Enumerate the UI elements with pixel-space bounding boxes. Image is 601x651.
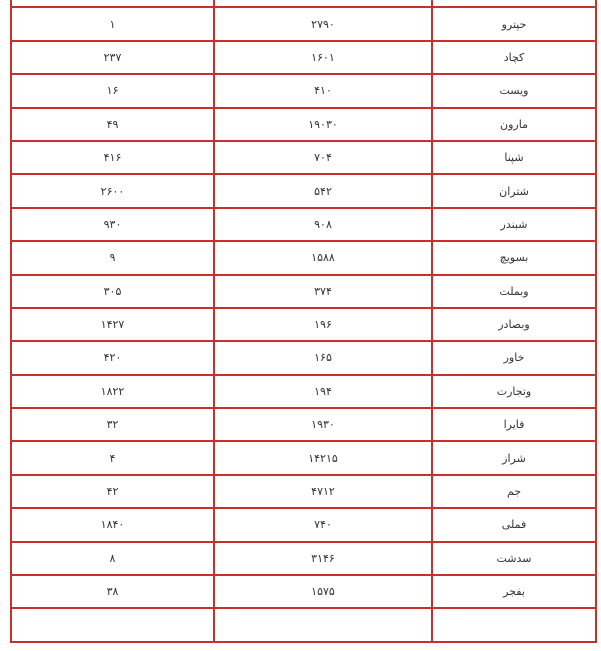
cell-col1: ۲۶۰۰: [11, 174, 214, 207]
cell-name: شتران: [432, 174, 596, 207]
cell-col2: ۱۵۷۵: [214, 575, 432, 608]
cell-col2: ۱۹۳۰: [214, 408, 432, 441]
table-row: [11, 575, 596, 608]
table-row: [11, 275, 596, 308]
cell-col1: [11, 0, 214, 7]
cell-col1: ۱۸۴۰: [11, 508, 214, 541]
cell-col2: ۳۱۴۶: [214, 542, 432, 575]
cell-name: مارون: [432, 108, 596, 141]
data-table-container: [10, 0, 595, 643]
cell-name: خاور: [432, 341, 596, 374]
cell-col1: ۱۶: [11, 74, 214, 107]
cell-name: وبملت: [432, 275, 596, 308]
cell-col1: ۴۲: [11, 475, 214, 508]
cell-name: بسویچ: [432, 241, 596, 274]
cell-col1: ۴۲۰: [11, 341, 214, 374]
table-row: [11, 0, 596, 7]
table-body: [11, 0, 596, 642]
cell-name: بفجر: [432, 575, 596, 608]
cell-col2: ۷۴۰: [214, 508, 432, 541]
table-row: [11, 74, 596, 107]
cell-col2: ۱۴۲۱۵: [214, 441, 432, 474]
cell-col1: ۹۳۰: [11, 208, 214, 241]
table-row: [11, 341, 596, 374]
cell-name: شراز: [432, 441, 596, 474]
cell-col1: ۴: [11, 441, 214, 474]
cell-col1: ۳۰۵: [11, 275, 214, 308]
table-row: [11, 508, 596, 541]
table-row: [11, 174, 596, 207]
cell-col2: ۱۹۶: [214, 308, 432, 341]
table-row: [11, 308, 596, 341]
cell-col2: ۹۰۸: [214, 208, 432, 241]
table-row: [11, 441, 596, 474]
cell-col1: ۱۸۲۲: [11, 375, 214, 408]
cell-col1: [11, 608, 214, 641]
cell-col2: ۱۹۴: [214, 375, 432, 408]
cell-col1: ۴۱۶: [11, 141, 214, 174]
cell-col2: [214, 608, 432, 641]
cell-name: شبندر: [432, 208, 596, 241]
cell-col1: ۱: [11, 7, 214, 40]
table-row: [11, 408, 596, 441]
cell-name: حپترو: [432, 7, 596, 40]
cell-col2: [214, 0, 432, 7]
cell-name: ویست: [432, 74, 596, 107]
cell-col2: ۵۴۲: [214, 174, 432, 207]
table-row: [11, 375, 596, 408]
cell-col2: ۷۰۴: [214, 141, 432, 174]
table-row: [11, 208, 596, 241]
cell-col1: ۹: [11, 241, 214, 274]
cell-col2: ۱۹۰۳۰: [214, 108, 432, 141]
table-row: [11, 241, 596, 274]
table-row: [11, 475, 596, 508]
cell-name: شپنا: [432, 141, 596, 174]
cell-col2: ۱۵۸۸: [214, 241, 432, 274]
table-row: [11, 542, 596, 575]
cell-col1: ۱۴۲۷: [11, 308, 214, 341]
cell-name: فملی: [432, 508, 596, 541]
table-row: [11, 608, 596, 641]
cell-col2: ۱۶۰۱: [214, 41, 432, 74]
cell-col1: ۸: [11, 542, 214, 575]
cell-col2: ۱۶۵: [214, 341, 432, 374]
cell-name: کچاد: [432, 41, 596, 74]
cell-col2: ۴۱۰: [214, 74, 432, 107]
cell-col2: ۴۷۱۲: [214, 475, 432, 508]
cell-name: [432, 0, 596, 7]
cell-col1: ۲۳۷: [11, 41, 214, 74]
cell-col1: ۴۹: [11, 108, 214, 141]
cell-col2: ۳۷۴: [214, 275, 432, 308]
table-row: [11, 41, 596, 74]
cell-name: [432, 608, 596, 641]
cell-col2: ۲۷۹۰: [214, 7, 432, 40]
cell-name: جم: [432, 475, 596, 508]
table-row: [11, 141, 596, 174]
cell-col1: ۳۸: [11, 575, 214, 608]
table-row: [11, 7, 596, 40]
cell-name: وتجارت: [432, 375, 596, 408]
cell-name: سدشت: [432, 542, 596, 575]
table-row: [11, 108, 596, 141]
data-table: [10, 0, 597, 643]
cell-col1: ۳۲: [11, 408, 214, 441]
cell-name: وبصادر: [432, 308, 596, 341]
cell-name: فایرا: [432, 408, 596, 441]
